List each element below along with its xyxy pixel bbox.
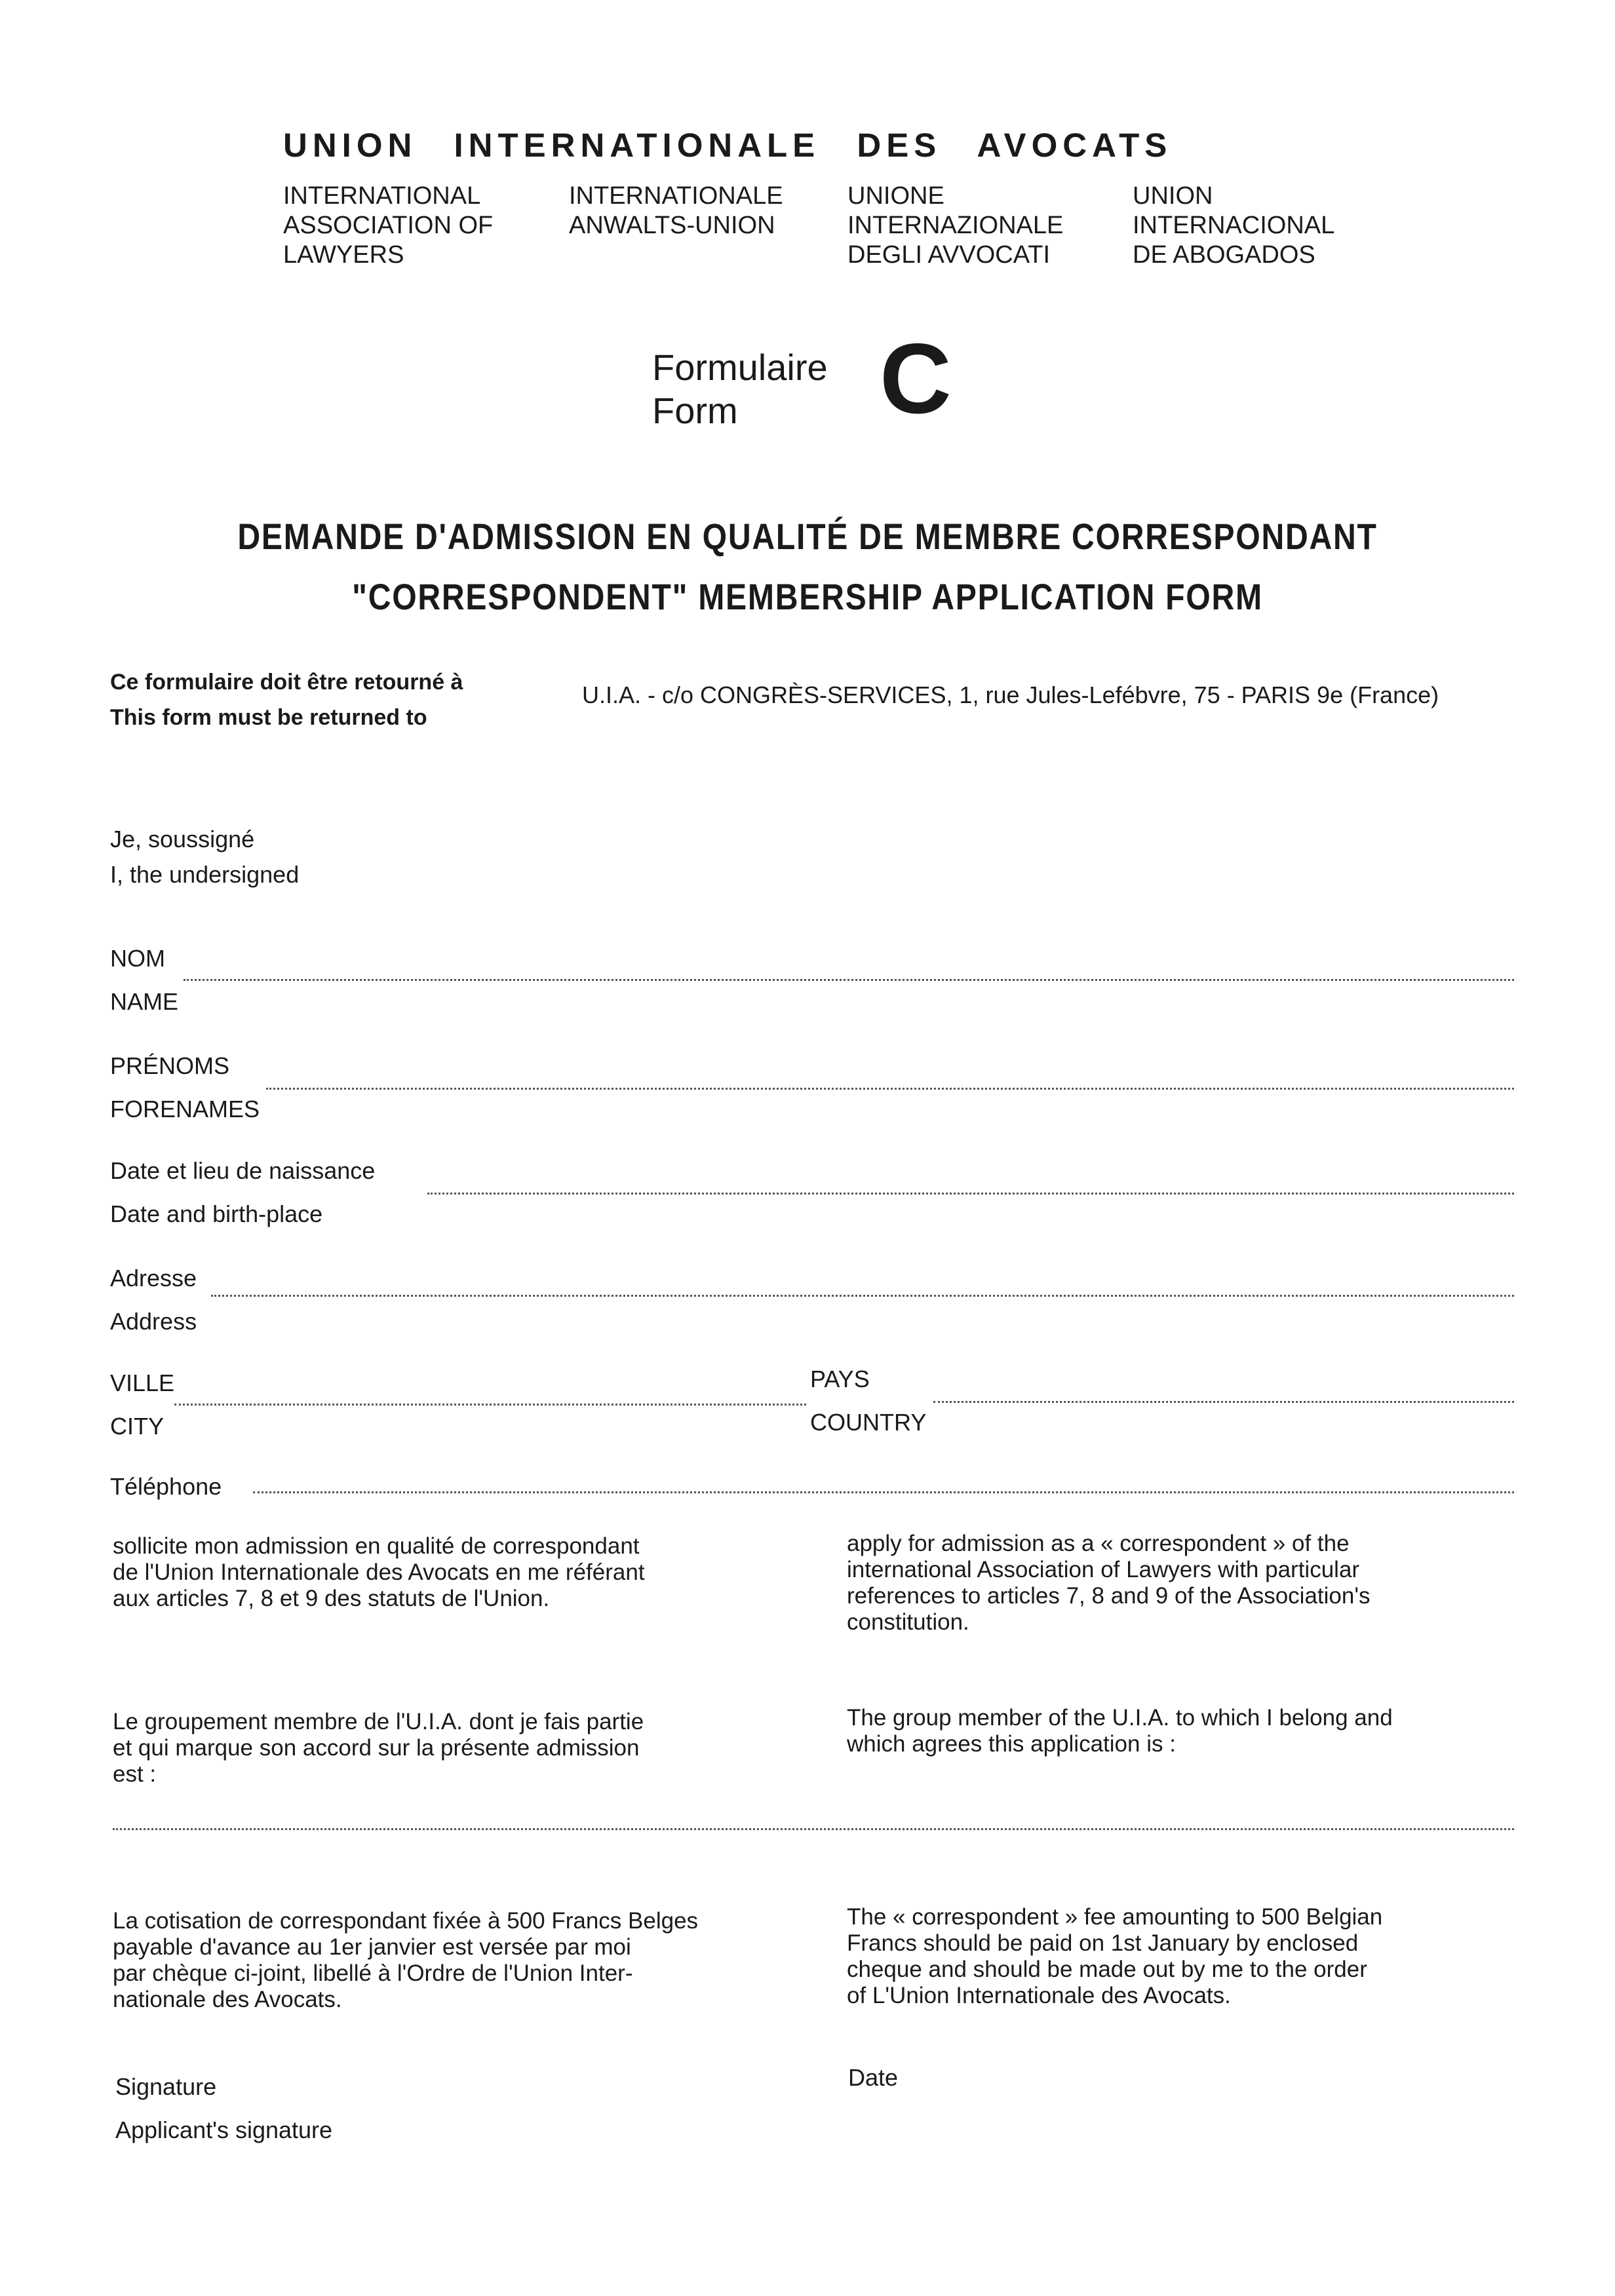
form-label (652, 346, 828, 432)
paragraph-line: of L'Union Internationale des Avocats. (847, 1983, 1231, 2008)
name-label-en: NAME (110, 988, 179, 1015)
name-label-fr: NOM (110, 945, 165, 972)
return-label-fr: Ce formulaire doit être retourné à (110, 670, 463, 695)
paragraph-line: Francs should be paid on 1st January by enclosed (847, 1930, 1359, 1956)
paragraph-line: de l'Union Internationale des Avocats en me référant (113, 1559, 645, 1585)
paragraph-line: international Association of Lawyers with particular (847, 1557, 1360, 1582)
paragraph-line: The group member of the U.I.A. to which I belong and (847, 1705, 1393, 1731)
paragraph-line: The « correspondent » fee amounting to 500 Belgian (847, 1904, 1383, 1930)
country-label (810, 1358, 926, 1444)
org-name-line: INTERNAZIONALE (847, 212, 1064, 239)
form-title-fr: DEMANDE D'ADMISSION EN QUALITÉ DE MEMBRE CORRESPONDANT (237, 516, 1378, 557)
name-field[interactable] (184, 979, 1514, 981)
phone-field[interactable] (253, 1491, 1514, 1493)
undersigned-label (110, 822, 299, 892)
org-name-italian (847, 182, 1063, 270)
city-label (110, 1362, 174, 1448)
fee-text-en (847, 1904, 1515, 2009)
org-name-line: UNIONE (847, 182, 944, 210)
city-label-en: CITY (110, 1413, 165, 1440)
undersigned-en: I, the undersigned (110, 861, 300, 888)
paragraph-line: Le groupement membre de l'U.I.A. dont je fais partie (113, 1709, 644, 1734)
birth-label (110, 1149, 375, 1236)
org-name-line: UNION (1133, 182, 1213, 210)
return-label (110, 664, 463, 735)
date-label: Date (848, 2064, 899, 2091)
city-label-fr: VILLE (110, 1369, 175, 1396)
paragraph-line: cheque and should be made out by me to the order (847, 1957, 1367, 1982)
paragraph-line: La cotisation de correspondant fixée à 500 Francs Belges (113, 1908, 699, 1934)
org-name-line: ASSOCIATION OF (283, 212, 494, 239)
country-label-fr: PAYS (810, 1366, 870, 1392)
forenames-label (110, 1044, 260, 1131)
group-text-en (847, 1705, 1515, 1757)
paragraph-line: nationale des Avocats. (113, 1987, 342, 2012)
signature-label-en: Applicant's signature (115, 2116, 333, 2143)
address-label-fr: Adresse (110, 1265, 197, 1292)
admission-text-en (847, 1531, 1515, 1636)
org-name-line: DE ABOGADOS (1133, 241, 1315, 269)
birth-label-en: Date and birth-place (110, 1200, 323, 1227)
organization-title: UNION INTERNATIONALE DES AVOCATS (283, 126, 1173, 164)
org-name-line: INTERNATIONALE (569, 182, 783, 210)
paragraph-line: which agrees this application is : (847, 1731, 1176, 1757)
group-member-field[interactable] (113, 1828, 1514, 1830)
org-name-line: LAWYERS (283, 241, 404, 269)
org-name-line: INTERNACIONAL (1133, 212, 1335, 239)
org-name-line: DEGLI AVVOCATI (847, 241, 1051, 269)
return-label-en: This form must be returned to (110, 705, 427, 730)
signature-label (115, 2065, 332, 2152)
address-field[interactable] (211, 1295, 1514, 1297)
birth-field[interactable] (427, 1193, 1514, 1195)
paragraph-line: apply for admission as a « correspondent » of the (847, 1531, 1350, 1556)
org-name-spanish (1133, 182, 1334, 270)
group-text-fr (113, 1709, 781, 1788)
return-address: U.I.A. - c/o CONGRÈS-SERVICES, 1, rue Jules-Lefébvre, 75 - PARIS 9e (France) (582, 681, 1439, 708)
forenames-label-en: FORENAMES (110, 1096, 260, 1122)
paragraph-line: et qui marque son accord sur la présente admission (113, 1735, 640, 1761)
signature-label-fr: Signature (115, 2073, 217, 2100)
forenames-field[interactable] (266, 1088, 1514, 1090)
country-field[interactable] (933, 1401, 1514, 1403)
org-name-line: INTERNATIONAL (283, 182, 481, 210)
form-label-en: Form (652, 390, 738, 431)
name-label (110, 937, 178, 1024)
address-label-en: Address (110, 1308, 197, 1335)
paragraph-line: par chèque ci-joint, libellé à l'Ordre de l'Union Inter- (113, 1961, 633, 1986)
phone-label: Téléphone (110, 1473, 222, 1500)
forenames-label-fr: PRÉNOMS (110, 1052, 230, 1079)
fee-text-fr (113, 1908, 781, 2013)
org-name-german (569, 182, 783, 240)
paragraph-line: aux articles 7, 8 et 9 des statuts de l'Union. (113, 1586, 550, 1611)
form-letter: C (880, 323, 952, 434)
org-name-line: ANWALTS-UNION (569, 212, 775, 239)
form-title-en: "CORRESPONDENT" MEMBERSHIP APPLICATION FORM (352, 576, 1263, 617)
country-label-en: COUNTRY (810, 1409, 927, 1436)
undersigned-fr: Je, soussigné (110, 826, 255, 852)
address-label (110, 1257, 197, 1343)
birth-label-fr: Date et lieu de naissance (110, 1157, 376, 1184)
paragraph-line: est : (113, 1761, 157, 1787)
paragraph-line: references to articles 7, 8 and 9 of the Association's (847, 1583, 1371, 1609)
paragraph-line: payable d'avance au 1er janvier est versée par moi (113, 1934, 631, 1960)
paragraph-line: constitution. (847, 1609, 969, 1635)
paragraph-line: sollicite mon admission en qualité de correspondant (113, 1533, 640, 1559)
admission-text-fr (113, 1533, 781, 1612)
org-name-english (283, 182, 493, 270)
form-label-fr: Formulaire (652, 347, 828, 388)
city-field[interactable] (174, 1404, 806, 1406)
